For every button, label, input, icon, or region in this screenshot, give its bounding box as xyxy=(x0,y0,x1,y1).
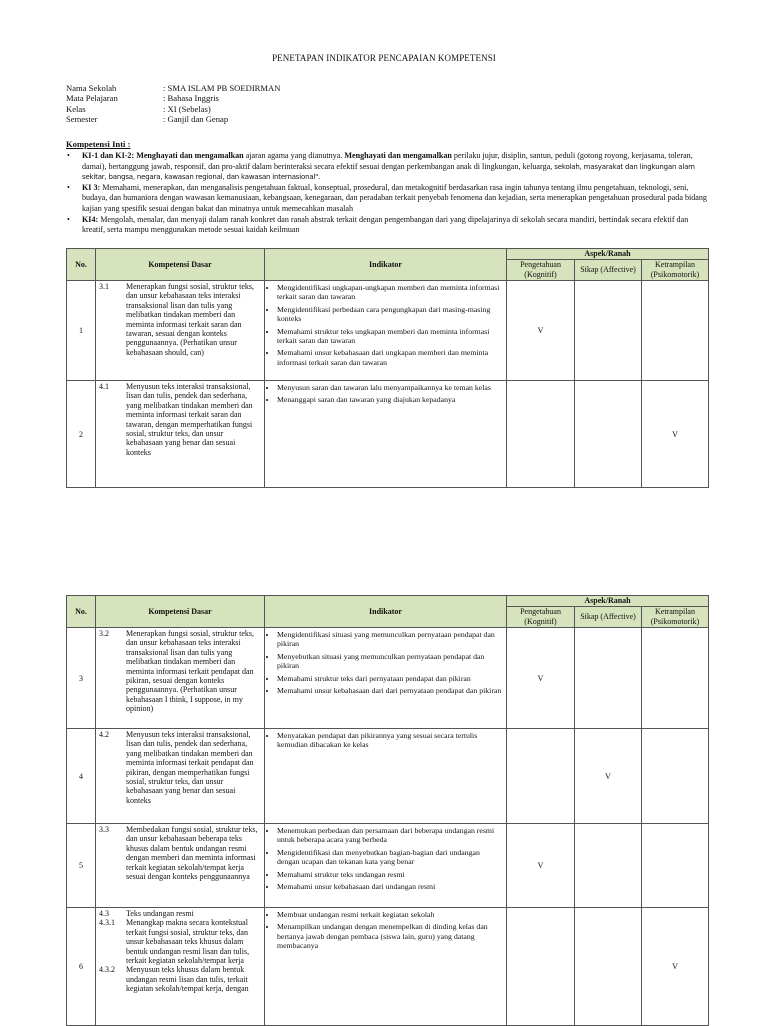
indikator-item: • Memahami unsur kebahasaan dari undangan resmi xyxy=(277,882,502,891)
meta-value: : XI (Sebelas) xyxy=(163,103,211,114)
meta-label: Semester xyxy=(66,114,98,125)
sikap-check xyxy=(575,824,642,908)
meta-value: : Bahasa Inggris xyxy=(163,93,219,104)
indikator-list xyxy=(265,826,506,891)
header-indikator: Indikator xyxy=(265,596,507,628)
indikator-cell xyxy=(265,628,507,729)
indikator-item: • Menyusun saran dan tawaran lalu menyampaikannya ke teman kelas xyxy=(277,383,502,392)
header-row xyxy=(67,596,709,607)
indikator-item: • Menampilkan undangan dengan menempelkan di dinding kelas dan bertanya jawab dengan pembaca (siswa lain, guru) yang datang membacanya xyxy=(277,922,502,950)
indikator-cell xyxy=(265,824,507,908)
sikap-check xyxy=(575,908,642,1026)
indikator-list xyxy=(265,630,506,695)
table-row xyxy=(67,628,709,729)
kompetensi-dasar-cell xyxy=(96,729,265,824)
kd-text: Menerapkan fungsi sosial, struktur teks, dan unsur kebahasaan teks interaksi transaksional lisan dan tulis yang melibatkan tindakan memberi dan meminta informasi terkait saran dan tawaran, sesuai dengan konteks penggunaannya. (Perhatikan unsur kebahasaan should, can) xyxy=(126,282,254,357)
table-row xyxy=(67,729,709,824)
kompetensi-dasar-cell xyxy=(96,628,265,729)
header-ketrampilan: Ketrampilan (Psikomotorik) xyxy=(642,607,709,628)
meta-label: Kelas xyxy=(66,103,86,114)
kd-entry xyxy=(96,824,264,882)
header-indikator: Indikator xyxy=(265,249,507,281)
kd-text: Menyusun teks khusus dalam bentuk undangan resmi lisan dan tulis, terkait kegiatan sekolah/tempat kerja, dengan xyxy=(126,965,249,994)
indikator-item: • Memahami struktur teks ungkapan memberi dan meminta informasi terkait saran dan tawaran xyxy=(277,327,502,346)
meta-value: : Ganjil dan Genap xyxy=(163,114,229,125)
meta-row xyxy=(66,83,280,93)
ketrampilan-check xyxy=(642,729,709,824)
kompetensi-inti-list xyxy=(66,151,710,236)
indikator-list xyxy=(265,383,506,405)
kompetensi-inti-heading: Kompetensi Inti : xyxy=(66,139,131,149)
header-no: No. xyxy=(67,596,96,628)
kompetensi-dasar-cell xyxy=(96,824,265,908)
ketrampilan-check xyxy=(642,824,709,908)
kompetensi-dasar-cell xyxy=(96,281,265,381)
indikator-item: • Memahami unsur kebahasaan dari dari pernyataan pendapat dan pikiran xyxy=(277,686,502,695)
indikator-item: • Memahami struktur teks undangan resmi xyxy=(277,870,502,879)
kompetensi-dasar-cell xyxy=(96,908,265,1026)
table-row xyxy=(67,824,709,908)
kd-lines xyxy=(96,908,264,995)
kd-text: Menyusun teks interaksi transaksional, lisan dan tulis, pendek dan sederhana, yang melibatkan tindakan memberi dan meminta informasi terkait saran dan tawaran, dengan memperhatikan fungsi sosial, struktur teks, dan unsur kebahasaan yang benar dan sesuai konteks xyxy=(126,382,253,457)
indikator-cell xyxy=(265,729,507,824)
kd-line xyxy=(99,965,261,993)
kd-text: Teks undangan resmi xyxy=(126,909,194,918)
kd-number: 4.3.2 xyxy=(99,965,115,975)
kd-number: 4.3.1 xyxy=(99,918,115,928)
pengetahuan-check: V xyxy=(507,824,575,908)
kd-line xyxy=(99,909,261,918)
kd-entry xyxy=(96,628,264,715)
pengetahuan-check xyxy=(507,381,575,488)
meta-row xyxy=(66,114,280,124)
indikator-list xyxy=(265,283,506,367)
meta-row xyxy=(66,93,280,103)
ketrampilan-check xyxy=(642,281,709,381)
identity-block xyxy=(66,83,280,125)
kd-entry xyxy=(96,381,264,458)
table-row xyxy=(67,381,709,488)
kd-number: 3.2 xyxy=(99,629,109,638)
row-number: 4 xyxy=(67,729,96,824)
sikap-check xyxy=(575,381,642,488)
indikator-table-1 xyxy=(66,248,709,488)
kd-entry xyxy=(96,281,264,358)
ki-1-2-item: • KI-1 dan KI-2: Menghayati dan mengamalkan ajaran agama yang dianutnya. Menghayati dan mengamalkan perilaku jujur, disiplin, santun, peduli (gotong royong, kerjasama, toleran, damai), bertanggung jawab, responsif, dan pro-aktif dalam berinteraksi secara efektif sesuai dengan perkembangan anak di lingkungan, keluarga, sekolah, masyarakat dan lingkungan alam sekitar, bangsa, negara, kawasan regional, dan kawasan internasional". xyxy=(66,151,710,183)
header-sikap: Sikap (Affective) xyxy=(575,260,642,281)
kd-entry xyxy=(96,729,264,806)
kompetensi-dasar-cell xyxy=(96,381,265,488)
indikator-item: • Memahami unsur kebahasaan dari ungkapan memberi dan meminta informasi terkait saran dan tawaran xyxy=(277,348,502,367)
pengetahuan-check xyxy=(507,908,575,1026)
indikator-item: • Mengidentifikasi perbedaan cara pengungkapan dari masing-masing konteks xyxy=(277,305,502,324)
indikator-cell xyxy=(265,381,507,488)
indikator-item: • Mengidentifikasi ungkapan-ungkapan memberi dan meminta informasi terkait saran dan tawaran xyxy=(277,283,502,302)
kd-number: 3.3 xyxy=(99,825,109,834)
kd-text: Membedakan fungsi sosial, struktur teks, dan unsur kebahasaan beberapa teks khusus dalam bentuk undangan resmi dengan memberi dan meminta informasi terkait kegiatan sekolah/tempat kerja sesuai dengan konteks penggunaannya xyxy=(126,825,258,882)
kd-line xyxy=(99,918,261,965)
meta-row xyxy=(66,104,280,114)
kd-number: 3.1 xyxy=(99,282,109,291)
header-no: No. xyxy=(67,249,96,281)
meta-label: Nama Sekolah xyxy=(66,83,117,93)
document-title: PENETAPAN INDIKATOR PENCAPAIAN KOMPETENSI xyxy=(272,53,496,63)
indikator-table-2 xyxy=(66,595,709,1026)
indikator-item: • Menyatakan pendapat dan pikirannya yang sesuai secara tertulis kemudian dibacakan ke kelas xyxy=(277,731,502,750)
table-row xyxy=(67,281,709,381)
header-sikap: Sikap (Affective) xyxy=(575,607,642,628)
header-pengetahuan: Pengetahuan (Kognitif) xyxy=(507,260,575,281)
row-number: 5 xyxy=(67,824,96,908)
meta-value: : SMA ISLAM PB SOEDIRMAN xyxy=(163,83,281,93)
row-number: 2 xyxy=(67,381,96,488)
handwritten-line: sekolah, masyarakat dan lingkungan alam sekitar, bangsa, negara, kawasan regional, dan kawasan internasional". xyxy=(82,162,695,182)
ketrampilan-check xyxy=(642,628,709,729)
kd-text: Menangkap makna secara kontekstual terkait fungsi sosial, struktur teks, dan unsur kebahasaan teks khusus dalam bentuk undangan resmi lisan dan tulis, terkait kegiatan sekolah/tempat kerja xyxy=(126,918,250,966)
header-aspek-ranah: Aspek/Ranah xyxy=(507,596,709,607)
ki-4-item: • KI4: Mengolah, menalar, dan menyaji dalam ranah konkret dan ranah abstrak terkait dengan pengembangan dari yang dipelajarinya di sekolah secara mandiri, bertindak secara efektif dan kreatif, serta mampu menggunakan metode sesuai kaidah keilmuan xyxy=(66,215,710,236)
indikator-list xyxy=(265,910,506,951)
indikator-item: • Memahami struktur teks dari pernyataan pendapat dan pikiran xyxy=(277,674,502,683)
header-ketrampilan: Ketrampilan (Psikomotorik) xyxy=(642,260,709,281)
indikator-list xyxy=(265,731,506,750)
indikator-item: • Mengidentifikasi dan menyebutkan bagian-bagian dari undangan dengan ucapan dan tekanan kata yang benar xyxy=(277,848,502,867)
pengetahuan-check: V xyxy=(507,628,575,729)
kd-number: 4.1 xyxy=(99,382,109,391)
sikap-check xyxy=(575,281,642,381)
pengetahuan-check: V xyxy=(507,281,575,381)
header-kompetensi-dasar: Kompetensi Dasar xyxy=(96,249,265,281)
meta-label: Mata Pelajaran xyxy=(66,93,118,104)
indikator-item: • Membuat undangan resmi terkait kegiatan sekolah xyxy=(277,910,502,919)
kd-text: Menyusun teks interaksi transaksional, lisan dan tulis, pendek dan sederhana, yang melibatkan tindakan memberi dan meminta informasi terkait pendapat dan pikiran, dengan memperhatikan fungsi sosial, struktur teks, dan unsur kebahasaan yang benar dan sesuai konteks xyxy=(126,730,254,805)
ketrampilan-check: V xyxy=(642,908,709,1026)
pengetahuan-check xyxy=(507,729,575,824)
ketrampilan-check: V xyxy=(642,381,709,488)
indikator-cell xyxy=(265,908,507,1026)
kd-text: Menerapkan fungsi sosial, struktur teks, dan unsur kebahasaan teks interaksi transaksional lisan dan tulis yang melibatkan tindakan memberi dan meminta informasi terkait pendapat dan pikiran, sesuai dengan konteks penggunaannya. (Perhatikan unsur kebahasaan I think, I suppose, in my opinion) xyxy=(126,629,254,714)
sikap-check: V xyxy=(575,729,642,824)
header-row xyxy=(67,249,709,260)
header-pengetahuan: Pengetahuan (Kognitif) xyxy=(507,607,575,628)
indikator-item: • Menemukan perbedaan dan persamaan dari beberapa undangan resmi untuk beberapa acara yang berbeda xyxy=(277,826,502,845)
row-number: 3 xyxy=(67,628,96,729)
header-aspek-ranah: Aspek/Ranah xyxy=(507,249,709,260)
kd-number: 4.3 xyxy=(99,909,109,918)
sikap-check xyxy=(575,628,642,729)
ki-3-item: • KI 3: Memahami, menerapkan, dan menganalisis pengetahuan faktual, konseptual, prosedural, dan metakognitif berdasarkan rasa ingin tahunya tentang ilmu pengetahuan, teknologi, seni, budaya, dan humaniora dengan wawasan kemanusiaan, kebangsaan, kenegaraan, dan peradaban terkait penyebab fenomena dan kejadian, serta menerapkan pengetahuan prosedural pada bidang kajian yang spesifik sesuai dengan bakat dan minatnya untuk memecahkan masalah xyxy=(66,183,710,215)
kd-number: 4.2 xyxy=(99,730,109,739)
row-number: 1 xyxy=(67,281,96,381)
indikator-cell xyxy=(265,281,507,381)
indikator-item: • Mengidentifikasi situasi yang memunculkan pernyataan pendapat dan pikiran xyxy=(277,630,502,649)
header-kompetensi-dasar: Kompetensi Dasar xyxy=(96,596,265,628)
row-number: 6 xyxy=(67,908,96,1026)
table-row xyxy=(67,908,709,1026)
indikator-item: • Menyebutkan situasi yang memunculkan pernyataan pendapat dan pikiran xyxy=(277,652,502,671)
indikator-item: • Menanggapi saran dan tawaran yang diajukan kepadanya xyxy=(277,395,502,404)
